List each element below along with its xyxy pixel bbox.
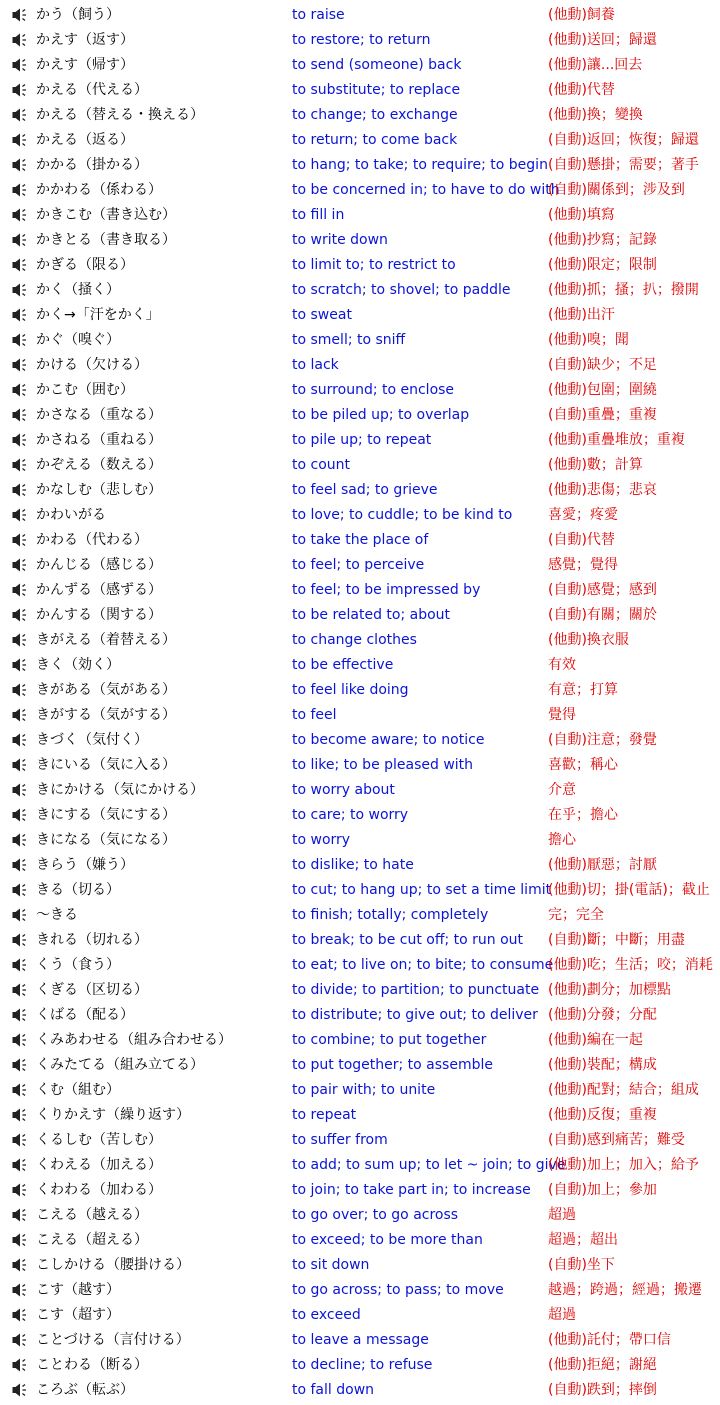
japanese-word: ～きる (36, 907, 78, 923)
japanese-word: きる（切る） (36, 882, 120, 898)
english-meaning: to sit down (292, 1257, 370, 1273)
japanese-word: こす（超す） (36, 1307, 120, 1323)
english-meaning: to worry (292, 832, 351, 848)
chinese-meaning: 覺得 (548, 707, 576, 723)
japanese-word: くむ（組む） (36, 1082, 120, 1098)
vocab-row (0, 377, 720, 402)
english-meaning: to worry about (292, 782, 395, 798)
chinese-meaning: (他動)飼養 (548, 7, 615, 23)
chinese-meaning: (自動)斷；中斷；用盡 (548, 932, 685, 948)
english-meaning: to finish; totally; completely (292, 907, 489, 923)
japanese-word: きづく（気付く） (36, 732, 148, 748)
japanese-word: ころぶ（転ぶ） (36, 1382, 134, 1398)
japanese-word: かかる（掛かる） (36, 157, 148, 173)
speaker-icon[interactable] (12, 508, 29, 522)
japanese-word: くばる（配る） (36, 1007, 134, 1023)
japanese-word: くわわる（加わる） (36, 1182, 162, 1198)
english-meaning: to exceed; to be more than (292, 1232, 483, 1248)
chinese-meaning: (自動)重疊；重複 (548, 407, 657, 423)
speaker-icon[interactable] (12, 308, 29, 322)
chinese-meaning: (他動)代替 (548, 82, 615, 98)
speaker-icon[interactable] (12, 1133, 29, 1147)
japanese-word: くみたてる（組み立てる） (36, 1057, 204, 1073)
japanese-word: かえす（返す） (36, 32, 134, 48)
chinese-meaning: (他動)拒絕；謝絕 (548, 1357, 657, 1373)
speaker-icon[interactable] (12, 558, 29, 572)
speaker-icon[interactable] (12, 83, 29, 97)
japanese-word: きにいる（気に入る） (36, 757, 176, 773)
english-meaning: to be effective (292, 657, 394, 673)
chinese-meaning: (他動)包圍；圍繞 (548, 382, 657, 398)
japanese-word: かなしむ（悲しむ） (36, 482, 162, 498)
chinese-meaning: (他動)配對；結合；組成 (548, 1082, 699, 1098)
chinese-meaning: 有意；打算 (548, 682, 618, 698)
english-meaning: to be concerned in; to have to do with (292, 182, 560, 198)
chinese-meaning: (他動)數；計算 (548, 457, 643, 473)
english-meaning: to surround; to enclose (292, 382, 455, 398)
vocab-row (0, 1277, 720, 1302)
chinese-meaning: 介意 (548, 782, 576, 798)
chinese-meaning: (自動)坐下 (548, 1257, 615, 1273)
vocab-row (0, 1252, 720, 1277)
chinese-meaning: (自動)懸掛；需要；著手 (548, 157, 699, 173)
chinese-meaning: (他動)抓；搔；扒；撥開 (548, 282, 699, 298)
chinese-meaning: (自動)感到痛苦；難受 (548, 1132, 685, 1148)
english-meaning: to scratch; to shovel; to paddle (292, 282, 511, 298)
japanese-word: きれる（切れる） (36, 932, 148, 948)
speaker-icon[interactable] (12, 758, 29, 772)
vocab-row (0, 252, 720, 277)
speaker-icon[interactable] (12, 633, 29, 647)
english-meaning: to fill in (292, 207, 345, 223)
vocab-row (0, 1377, 720, 1402)
english-meaning: to put together; to assemble (292, 1057, 493, 1073)
vocab-row (0, 402, 720, 427)
vocab-row (0, 777, 720, 802)
chinese-meaning: (自動)關係到；涉及到 (548, 182, 685, 198)
speaker-icon[interactable] (12, 958, 29, 972)
english-meaning: to divide; to partition; to punctuate (292, 982, 540, 998)
speaker-icon[interactable] (12, 1058, 29, 1072)
speaker-icon[interactable] (12, 1033, 29, 1047)
chinese-meaning: 超過 (548, 1207, 576, 1223)
english-meaning: to suffer from (292, 1132, 388, 1148)
japanese-word: かんずる（感ずる） (36, 582, 162, 598)
english-meaning: to write down (292, 232, 388, 248)
vocab-row (0, 1102, 720, 1127)
vocab-row (0, 927, 720, 952)
chinese-meaning: 喜愛；疼愛 (548, 507, 618, 523)
vocab-row (0, 302, 720, 327)
chinese-meaning: 喜歡；稱心 (548, 757, 618, 773)
english-meaning: to break; to be cut off; to run out (292, 932, 524, 948)
chinese-meaning: 擔心 (548, 832, 576, 848)
english-meaning: to send (someone) back (292, 57, 462, 73)
vocab-row (0, 1202, 720, 1227)
english-meaning: to fall down (292, 1382, 375, 1398)
english-meaning: to combine; to put together (292, 1032, 487, 1048)
japanese-word: かぞえる（数える） (36, 457, 162, 473)
japanese-word: こす（越す） (36, 1282, 120, 1298)
speaker-icon[interactable] (12, 1208, 29, 1222)
english-meaning: to take the place of (292, 532, 429, 548)
speaker-icon[interactable] (12, 608, 29, 622)
japanese-word: かう（飼う） (36, 7, 120, 23)
chinese-meaning: (他動)劃分；加標點 (548, 982, 671, 998)
vocab-row (0, 177, 720, 202)
speaker-icon[interactable] (12, 8, 29, 22)
chinese-meaning: (自動)注意；發覺 (548, 732, 657, 748)
japanese-word: きにかける（気にかける） (36, 782, 204, 798)
speaker-icon[interactable] (12, 358, 29, 372)
vocab-row (0, 1002, 720, 1027)
speaker-icon[interactable] (12, 833, 29, 847)
speaker-icon[interactable] (12, 783, 29, 797)
speaker-icon[interactable] (12, 1333, 29, 1347)
chinese-meaning: (他動)抄寫；記錄 (548, 232, 657, 248)
chinese-meaning: (他動)切；掛(電話)；截止 (548, 882, 710, 898)
english-meaning: to change; to exchange (292, 107, 458, 123)
vocab-row (0, 602, 720, 627)
english-meaning: to restore; to return (292, 32, 431, 48)
japanese-word: くみあわせる（組み合わせる） (36, 1032, 232, 1048)
vocab-row (0, 2, 720, 27)
speaker-icon[interactable] (12, 1258, 29, 1272)
vocab-row (0, 1052, 720, 1077)
speaker-icon[interactable] (12, 1358, 29, 1372)
vocab-row (0, 552, 720, 577)
vocab-row (0, 27, 720, 52)
speaker-icon[interactable] (12, 933, 29, 947)
vocab-row (0, 627, 720, 652)
chinese-meaning: 完；完全 (548, 907, 604, 923)
vocab-row (0, 102, 720, 127)
japanese-word: きく（効く） (36, 657, 120, 673)
vocab-row (0, 1352, 720, 1377)
vocab-row (0, 1327, 720, 1352)
chinese-meaning: (他動)換衣服 (548, 632, 629, 648)
speaker-icon[interactable] (12, 1158, 29, 1172)
chinese-meaning: (他動)厭惡；討厭 (548, 857, 657, 873)
vocab-row (0, 652, 720, 677)
speaker-icon[interactable] (12, 533, 29, 547)
japanese-word: かえる（代える） (36, 82, 148, 98)
vocab-row (0, 977, 720, 1002)
vocab-row (0, 452, 720, 477)
vocab-row (0, 1177, 720, 1202)
speaker-icon[interactable] (12, 1308, 29, 1322)
english-meaning: to decline; to refuse (292, 1357, 433, 1373)
japanese-word: かきこむ（書き込む） (36, 207, 176, 223)
english-meaning: to go over; to go across (292, 1207, 459, 1223)
english-meaning: to sweat (292, 307, 352, 323)
english-meaning: to feel (292, 707, 337, 723)
chinese-meaning: (他動)送回；歸還 (548, 32, 657, 48)
vocab-row (0, 127, 720, 152)
japanese-word: かかわる（係わる） (36, 182, 162, 198)
chinese-meaning: 超過；超出 (548, 1232, 618, 1248)
japanese-word: きがする（気がする） (36, 707, 176, 723)
chinese-meaning: (他動)託付；帶口信 (548, 1332, 671, 1348)
speaker-icon[interactable] (12, 733, 29, 747)
english-meaning: to cut; to hang up; to set a time limit (292, 882, 552, 898)
speaker-icon[interactable] (12, 708, 29, 722)
speaker-icon[interactable] (12, 283, 29, 297)
speaker-icon[interactable] (12, 908, 29, 922)
vocab-row (0, 852, 720, 877)
japanese-word: ことづける（言付ける） (36, 1332, 190, 1348)
chinese-meaning: (他動)加上；加入；給予 (548, 1157, 699, 1173)
japanese-word: きにする（気にする） (36, 807, 176, 823)
speaker-icon[interactable] (12, 808, 29, 822)
japanese-word: かける（欠ける） (36, 357, 148, 373)
english-meaning: to return; to come back (292, 132, 458, 148)
chinese-meaning: (他動)編在一起 (548, 1032, 643, 1048)
english-meaning: to be related to; about (292, 607, 451, 623)
chinese-meaning: (自動)跌到；摔倒 (548, 1382, 657, 1398)
english-meaning: to repeat (292, 1107, 357, 1123)
vocab-row (0, 1302, 720, 1327)
japanese-word: こえる（越える） (36, 1207, 148, 1223)
english-meaning: to change clothes (292, 632, 417, 648)
vocab-row (0, 902, 720, 927)
japanese-word: かえる（替える・換える） (36, 107, 204, 123)
chinese-meaning: (他動)嗅；聞 (548, 332, 629, 348)
english-meaning: to smell; to sniff (292, 332, 406, 348)
english-meaning: to go across; to pass; to move (292, 1282, 504, 1298)
english-meaning: to hang; to take; to require; to begin (292, 157, 548, 173)
speaker-icon[interactable] (12, 583, 29, 597)
vocab-row (0, 477, 720, 502)
english-meaning: to feel; to be impressed by (292, 582, 481, 598)
vocab-row (0, 952, 720, 977)
japanese-word: きがある（気がある） (36, 682, 176, 698)
vocab-row (0, 752, 720, 777)
vocab-row (0, 1152, 720, 1177)
chinese-meaning: (他動)悲傷；悲哀 (548, 482, 657, 498)
english-meaning: to count (292, 457, 351, 473)
speaker-icon[interactable] (12, 1283, 29, 1297)
speaker-icon[interactable] (12, 983, 29, 997)
japanese-word: かく→「汗をかく」 (36, 307, 160, 323)
japanese-word: こえる（超える） (36, 1232, 148, 1248)
japanese-word: かんじる（感じる） (36, 557, 162, 573)
speaker-icon[interactable] (12, 258, 29, 272)
speaker-icon[interactable] (12, 458, 29, 472)
japanese-word: かぎる（限る） (36, 257, 134, 273)
japanese-word: きになる（気になる） (36, 832, 176, 848)
japanese-word: ことわる（断る） (36, 1357, 148, 1373)
speaker-icon[interactable] (12, 408, 29, 422)
chinese-meaning: (他動)讓...回去 (548, 57, 643, 73)
speaker-icon[interactable] (12, 1008, 29, 1022)
japanese-word: かわる（代わる） (36, 532, 148, 548)
english-meaning: to eat; to live on; to bite; to consume (292, 957, 554, 973)
japanese-word: くぎる（区切る） (36, 982, 148, 998)
chinese-meaning: 越過；跨過；經過；搬遷 (548, 1282, 702, 1298)
japanese-word: くりかえす（繰り返す） (36, 1107, 190, 1123)
speaker-icon[interactable] (12, 433, 29, 447)
chinese-meaning: (他動)反復；重複 (548, 1107, 657, 1123)
speaker-icon[interactable] (12, 1108, 29, 1122)
chinese-meaning: (自動)返回；恢復；歸還 (548, 132, 699, 148)
japanese-word: かわいがる (36, 507, 106, 523)
speaker-icon[interactable] (12, 333, 29, 347)
chinese-meaning: (他動)限定；限制 (548, 257, 657, 273)
vocab-row (0, 702, 720, 727)
chinese-meaning: 超過 (548, 1307, 576, 1323)
chinese-meaning: (他動)換；變換 (548, 107, 643, 123)
vocab-row (0, 1227, 720, 1252)
japanese-word: きがえる（着替える） (36, 632, 176, 648)
chinese-meaning: (他動)出汗 (548, 307, 615, 323)
speaker-icon[interactable] (12, 233, 29, 247)
speaker-icon[interactable] (12, 108, 29, 122)
vocab-row (0, 327, 720, 352)
english-meaning: to love; to cuddle; to be kind to (292, 507, 513, 523)
english-meaning: to become aware; to notice (292, 732, 485, 748)
chinese-meaning: (自動)感覺；感到 (548, 582, 657, 598)
vocab-row (0, 877, 720, 902)
english-meaning: to join; to take part in; to increase (292, 1182, 531, 1198)
chinese-meaning: (他動)重疊堆放；重複 (548, 432, 685, 448)
english-meaning: to raise (292, 7, 345, 23)
english-meaning: to leave a message (292, 1332, 429, 1348)
speaker-icon[interactable] (12, 483, 29, 497)
japanese-word: かえす（帰す） (36, 57, 134, 73)
vocab-row (0, 727, 720, 752)
chinese-meaning: (自動)有關；關於 (548, 607, 657, 623)
vocab-row (0, 52, 720, 77)
speaker-icon[interactable] (12, 1383, 29, 1397)
speaker-icon[interactable] (12, 183, 29, 197)
japanese-word: きらう（嫌う） (36, 857, 134, 873)
speaker-icon[interactable] (12, 883, 29, 897)
japanese-word: くう（食う） (36, 957, 120, 973)
english-meaning: to limit to; to restrict to (292, 257, 456, 273)
vocab-row (0, 802, 720, 827)
chinese-meaning: (自動)代替 (548, 532, 615, 548)
chinese-meaning: (他動)裝配；構成 (548, 1057, 657, 1073)
english-meaning: to substitute; to replace (292, 82, 461, 98)
chinese-meaning: (自動)缺少；不足 (548, 357, 657, 373)
speaker-icon[interactable] (12, 208, 29, 222)
chinese-meaning: 有效 (548, 657, 576, 673)
vocab-row (0, 152, 720, 177)
vocab-row (0, 1127, 720, 1152)
speaker-icon[interactable] (12, 158, 29, 172)
japanese-word: かく（掻く） (36, 282, 120, 298)
vocab-row (0, 352, 720, 377)
english-meaning: to feel like doing (292, 682, 409, 698)
vocab-row (0, 77, 720, 102)
speaker-icon[interactable] (12, 658, 29, 672)
speaker-icon[interactable] (12, 33, 29, 47)
chinese-meaning: (他動)吃；生活；咬；消耗 (548, 957, 713, 973)
english-meaning: to feel sad; to grieve (292, 482, 438, 498)
speaker-icon[interactable] (12, 858, 29, 872)
speaker-icon[interactable] (12, 1083, 29, 1097)
vocab-row (0, 527, 720, 552)
chinese-meaning: 感覺；覺得 (548, 557, 618, 573)
vocabulary-list (0, 2, 720, 1402)
chinese-meaning: (自動)加上；參加 (548, 1182, 657, 1198)
chinese-meaning: (他動)分發；分配 (548, 1007, 657, 1023)
japanese-word: くるしむ（苦しむ） (36, 1132, 162, 1148)
vocab-row (0, 577, 720, 602)
english-meaning: to feel; to perceive (292, 557, 425, 573)
vocab-row (0, 1077, 720, 1102)
english-meaning: to distribute; to give out; to deliver (292, 1007, 538, 1023)
english-meaning: to like; to be pleased with (292, 757, 474, 773)
vocab-row (0, 227, 720, 252)
english-meaning: to lack (292, 357, 339, 373)
japanese-word: こしかける（腰掛ける） (36, 1257, 190, 1273)
speaker-icon[interactable] (12, 1183, 29, 1197)
vocab-row (0, 1027, 720, 1052)
english-meaning: to care; to worry (292, 807, 409, 823)
english-meaning: to exceed (292, 1307, 361, 1323)
english-meaning: to pile up; to repeat (292, 432, 432, 448)
japanese-word: かきとる（書き取る） (36, 232, 176, 248)
speaker-icon[interactable] (12, 383, 29, 397)
english-meaning: to pair with; to unite (292, 1082, 436, 1098)
japanese-word: かこむ（囲む） (36, 382, 134, 398)
japanese-word: かさなる（重なる） (36, 407, 162, 423)
english-meaning: to be piled up; to overlap (292, 407, 470, 423)
speaker-icon[interactable] (12, 133, 29, 147)
japanese-word: くわえる（加える） (36, 1157, 162, 1173)
vocab-row (0, 202, 720, 227)
vocab-row (0, 502, 720, 527)
speaker-icon[interactable] (12, 1233, 29, 1247)
speaker-icon[interactable] (12, 58, 29, 72)
chinese-meaning: (他動)填寫 (548, 207, 615, 223)
english-meaning: to dislike; to hate (292, 857, 414, 873)
vocab-row (0, 427, 720, 452)
japanese-word: かさねる（重ねる） (36, 432, 162, 448)
vocab-row (0, 277, 720, 302)
japanese-word: かんする（関する） (36, 607, 162, 623)
english-meaning: to add; to sum up; to let ~ join; to give (292, 1157, 566, 1173)
speaker-icon[interactable] (12, 683, 29, 697)
vocab-row (0, 827, 720, 852)
japanese-word: かぐ（嗅ぐ） (36, 332, 120, 348)
chinese-meaning: 在乎；擔心 (548, 807, 618, 823)
japanese-word: かえる（返る） (36, 132, 134, 148)
vocab-row (0, 677, 720, 702)
